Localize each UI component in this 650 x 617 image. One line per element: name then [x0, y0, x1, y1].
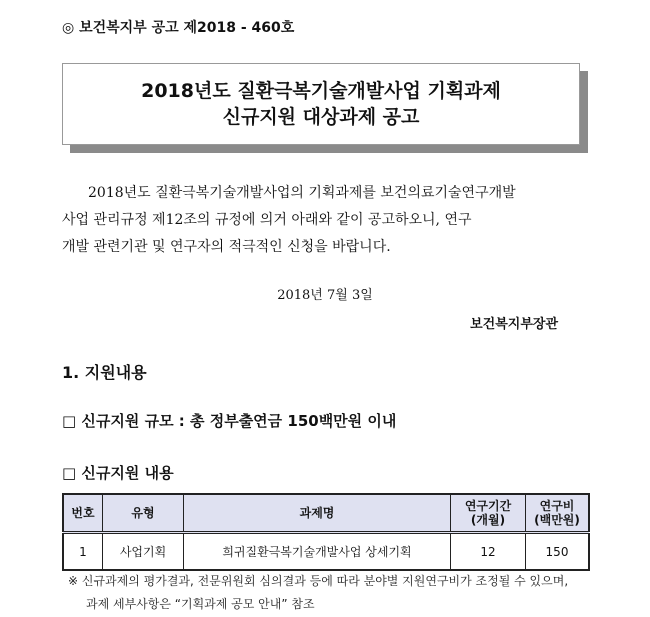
support-scale: □ 신규지원 규모 : 총 정부출연금 150백만원 이내: [62, 412, 397, 430]
col-cost: [526, 494, 590, 533]
body-paragraph: [62, 180, 592, 261]
signatory: 보건복지부장관: [470, 317, 558, 332]
note-line-1: ※ 신규과제의 평가결과, 전문위원회 심의결과 등에 따라 분야별 지원연구비가 조정될 수 있으며,: [68, 574, 569, 588]
cell-project-name: 희귀질환극복기술개발사업 상세기획: [184, 533, 451, 571]
cell-period: 12: [451, 533, 526, 571]
cell-number: 1: [63, 533, 103, 571]
table-header-row: [63, 494, 589, 533]
body-line-1: 2018년도 질환극복기술개발사업의 기획과제를 보건의료기술연구개발: [88, 185, 516, 201]
col-period: [451, 494, 526, 533]
title-line-1: 2018년도 질환극복기술개발사업 기획과제: [141, 80, 501, 102]
col-type: 유형: [103, 494, 184, 533]
project-table: [62, 493, 590, 571]
note-line-2: 과제 세부사항은 “기획과제 공모 안내” 참조: [86, 597, 315, 611]
period-unit: (개월): [470, 513, 506, 527]
title-line-2: 신규지원 대상과제 공고: [222, 106, 420, 128]
period-label: 연구기간: [464, 499, 512, 513]
cell-type: 사업기획: [103, 533, 184, 571]
body-line-3: 개발 관련기관 및 연구자의 적극적인 신청을 바랍니다.: [62, 239, 391, 255]
col-number: 번호: [63, 494, 103, 533]
announcement-date: 2018년 7월 3일: [277, 288, 373, 303]
cost-label: 연구비: [539, 499, 575, 513]
support-content-heading: □ 신규지원 내용: [62, 464, 174, 482]
cell-cost: 150: [526, 533, 590, 571]
table-row: [63, 533, 589, 571]
title-box: [62, 63, 580, 145]
notice-number: ◎ 보건복지부 공고 제2018 - 460호: [62, 20, 295, 36]
section-heading: 1. 지원내용: [62, 363, 147, 382]
body-line-2: 사업 관리규정 제12조의 규정에 의거 아래와 같이 공고하오니, 연구: [62, 212, 472, 228]
col-project-name: 과제명: [184, 494, 451, 533]
cost-unit: (백만원): [534, 513, 580, 527]
